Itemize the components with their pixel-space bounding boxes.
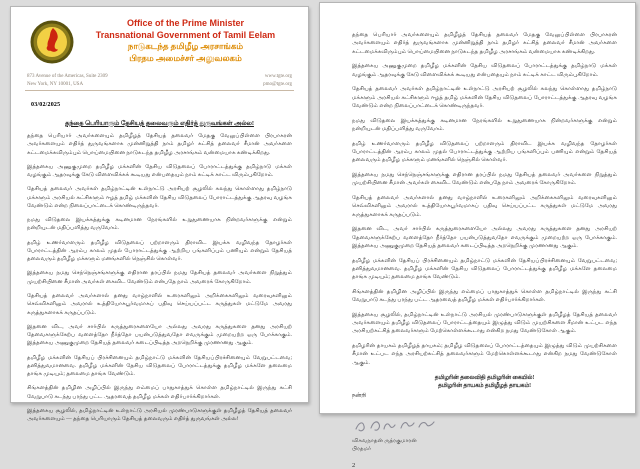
office-address — [27, 73, 108, 88]
page1-paragraphs — [25, 132, 294, 423]
letter-paragraph: தமிழீழ மக்களின் தேசியப் பிரச்சினையும் தமிழ்நாட்டு மக்களின் தேசியப்பிரச்சினையும் வேறுபட்டவை; தனித்துவமானவை. தமிழீழ மக்களின் தேசிய விடுதலைப் போராட்டத்துக்கு தமிழீழ மக்களே தலைமை தாங்க முடியும்; தலைமை தாங்க வேண்டும். — [27, 354, 292, 378]
address-line2: New York, NY 10001, USA — [27, 81, 84, 87]
letter-paragraph: தேசியத் தலைவர் அவர்கள் தமிழ்நாட்டின் உள்நாட்டு அரசியற் சூழலில் கலந்து கொள்ளாது தமிழ்நாடு மக்களும் அரசியல் கட்சிகளும் ஈழத் தமிழ் மக்களின் தேசிய விடுதலைப் போராட்டத்துக்கு ஆதரவு வழங்க வேண்டும் என்ற நிலைப்பாட்டைக் கொண்டிருந்தவர். — [27, 186, 292, 209]
letter-page-2 — [319, 2, 636, 469]
letter-paragraph: தேசியத் தலைவர் அவர்கள் தமிழ்நாட்டின் உள்நாட்டு அரசியற் சூழலில் கலந்து கொள்ளாது தமிழ்நாடு மக்களும் அரசியல் கட்சிகளும் ஈழத் தமிழ் மக்களின் தேசிய விடுதலைப் போராட்டத்துக்கு ஆதரவு வழங்க வேண்டும் என்ற நிலைப்பாட்டைக் கொண்டிருந்தவர். — [352, 86, 617, 109]
letter-paragraph: இத்தகைய அணுகுமுறை தமிழீழ மக்களின் தேசிய விடுதலைப் போராட்டத்துக்கு தமிழ்நாடு மக்கள் வழங்கும் ஆதரவுக்கு கேடு விளைவிக்கக் கூடியது என்பதையும் நாம் சுட்டிக் காட்ட விரும்புகிறோம். — [352, 63, 617, 78]
letter-paragraph: தேசியத் தலைவர் அவர்களால் தனது வாழ்நாளில் உரைகளிலும் அறிக்கைகளிலும் வரைவுகளிலும் செவ்விகளிலும் அவரால் உத்தியோகபூர்வமாகப் பதிவு செய்யப்பட்ட கருத்துகள் மட்டுமே அவரது கருத்துகளாகக் கருதப்படும். — [27, 292, 292, 316]
letter-paragraph: சிங்களத்தின் தமிழின அழிப்பில் இருந்து எம்மைப் பாதுகாத்துக் கொள்ள தமிழ்நாட்டில் இருந்து கட்சி வேறுபாடு கடந்து பரந்து பட்ட ஆதரவைத் தமிழீழ மக்கள் எதிர்பார்க்கிறார்கள். — [352, 288, 617, 304]
letter-paragraph: இதனை விட, அவர் சார்பில் கருத்துரைகளையோ அல்லது அவரது கருத்துகளை தனது அரசியற் தேவைகளுக்கேற்ப வளைத்தோ நீர்த்தோ பயன்படுத்துவதோ எவருக்கும் முறையற்ற ஒரு போக்காகும். இத்தகைய அணுகுமுறை தேசியத் தலைவர் கடைப்பிடித்த அறநெறிக்கு முரணானது ஆகும். — [352, 226, 617, 249]
letter-paragraph: இத்தகைய சூழலில், தமிழ்நாட்டின் உள்நாட்டு அரசியல் முரண்பாடுகளுக்குள் தமிழீழத் தேசியத் தலைவர் அவர்களையும் — தந்தை பெரியாரும் தேசியத் தலைவரும் எதிர்த் துருவங்கள் அல்ல! — [27, 407, 292, 423]
letter-page-1 — [10, 6, 309, 423]
email-address: pmo@tgte.org — [263, 81, 292, 87]
letter-date: 03/02/2025 — [31, 102, 61, 108]
letter-paragraph: தந்தை பெரியார் அவர்களையும் தமிழீழத் தேசியத் தலைவர் மேதகு வேலுப்பிள்ளை பிரபாகரன் அவர்களையும் எதிர்த் துருவங்களாக முன்னிறுத்தி நாம் தமிழர் கட்சித் தலைவர் சீமான் அவர்களை கட்டமைக்கவிரும்பும் பொய்மையினை நாடுகடந்த தமிழீழ அரசாங்கம் வன்மையாக கண்டிக்கிறது. — [352, 32, 617, 55]
signatory-title: பிரதமர் — [352, 445, 372, 452]
closing-slogans — [350, 374, 619, 391]
letter-paragraph: நமது விடுதலை இயக்கத்துக்கு கடினமான நேரங்களில் உறுதுணையாக நின்றவர்களுக்கு என்றும் நன்றியுடன் மதிப்பளித்து வருவோம். — [27, 217, 292, 232]
letter-paragraph: தமிழரின் தாயகம் தமிழீழத் தாயகம்; தமிழீழ விடுதலைப் போராட்டத்தையும் இழுத்து விடும் முயற்சிகளை சீமான் உட்பட எந்த அரசியற்கட்சித் தலைவர்களும் மேற்கொள்ளக்கூடாது என்கிற நமது வேண்டுகோள் ஆகும். — [352, 343, 617, 366]
tgte-seal-logo — [29, 19, 75, 70]
letter-paragraph: தமிழ் உணர்வாளரும் தமிழீழ விடுதலைப் பற்றாளரும் திராவிட இயக்க வழிவந்த தோழர்கள் போராட்டத்தின் ஆரம்ப காலம் முதல் போராட்டத்துக்கு ஆற்றிய பங்களிப்பும் பணியும் என்றும் தேசியத் தலைவரும் தமிழீழ மக்களும் மனங்களில் நெஞ்சில் கொள்வர். — [27, 239, 292, 263]
letter-paragraph: தமிழ் உணர்வாளரும் தமிழீழ விடுதலைப் பற்றாளரும் திராவிட இயக்க வழிவந்த தோழர்கள் போராட்டத்தின் ஆரம்ப காலம் முதல் போராட்டத்துக்கு ஆற்றிய பங்களிப்பும் பணியும் என்றும் தேசியத் தலைவரும் தமிழீழ மக்களும் மனங்களில் நெஞ்சில் கொள்வர். — [352, 140, 617, 164]
letter-paragraph: நமது விடுதலை இயக்கத்துக்கு கடினமான நேரங்களில் உறுதுணையாக நின்றவர்களுக்கு என்றும் நன்றியுடன் மதிப்பளித்து வருவோம். — [352, 117, 617, 132]
letterhead-contact-row — [25, 73, 294, 88]
office-contact — [263, 73, 292, 88]
letter-paragraph: தந்தை பெரியார் அவர்களையும் தமிழீழத் தேசியத் தலைவர் மேதகு வேலுப்பிள்ளை பிரபாகரன் அவர்களையும் எதிர்த் துருவங்களாக முன்னிறுத்தி நாம் தமிழர் கட்சித் தலைவர் சீமான் அவர்களை கட்டமைக்கவிரும்பும் பொய்மையினை நாடுகடந்த தமிழீழ அரசாங்கம் வன்மையாக கண்டிக்கிறது. — [27, 133, 292, 156]
closing-thanks: நன்றி — [352, 392, 367, 399]
letter-paragraph: தமிழீழ மக்களின் தேசியப் பிரச்சினையும் தமிழ்நாட்டு மக்களின் தேசியப்பிரச்சினையும் வேறுபட்டவை; தனித்துவமானவை. தமிழீழ மக்களின் தேசிய விடுதலைப் போராட்டத்துக்கு தமிழீழ மக்களே தலைமை தாங்க முடியும்; தலைமை தாங்க வேண்டும். — [352, 257, 617, 281]
org-name-english-line2: Transnational Government of Tamil Eelam — [95, 29, 276, 40]
letter-paragraph: இத்தகைய நமது செந்நெஞ்சங்களுக்கு எதிரான தரப்பில் நமது தேசியத் தலைவர் அவர்களை நிறுத்தும் முயற்சியினை சீமான் அவர்கள் கைவிட வேண்டும் என்பதே நாம் அவரைக் கோருகிறோம். — [27, 270, 292, 285]
letter-paragraph: இத்தகைய நமது செந்நெஞ்சங்களுக்கு எதிரான தரப்பில் நமது தேசியத் தலைவர் அவர்களை நிறுத்தும் முயற்சியினை சீமான் அவர்கள் கைவிட வேண்டும் என்பதே நாம் அவரைக் கோருகிறோம். — [352, 171, 617, 187]
signature-block — [352, 414, 619, 454]
letter-paragraph: தேசியத் தலைவர் அவர்களால் தனது வாழ்நாளில் உரைகளிலும் அறிக்கைகளிலும் வரைவுகளிலும் செவ்விகளிலும் அவரால் உத்தியோகபூர்வமாகப் பதிவு செய்யப்பட்ட கருத்துகள் மட்டுமே அவரது கருத்துகளாகக் கருதப்படும். — [352, 194, 617, 218]
handwritten-signature-image — [352, 414, 442, 436]
letter-heading: தந்தை பெரியாரும் தேசியத் தலைவரும் எதிர்த் துருவங்கள் அல்ல! — [65, 120, 254, 127]
slogan-line2: தமிழரின் தாயகம் தமிழீழத் தாயகம்! — [437, 383, 532, 390]
tiger-seal-icon — [29, 19, 75, 65]
org-name-english-line1: Office of the Prime Minister — [126, 18, 245, 28]
letterhead-divider — [25, 90, 294, 91]
website-url: www.tgte.org — [264, 74, 292, 79]
page2-paragraphs — [350, 31, 619, 367]
org-name-tamil-line1: நாடுகடந்த தமிழீழ அரசாங்கம் — [127, 41, 244, 52]
letter-paragraph: இதனை விட, அவர் சார்பில் கருத்துரைகளையோ அல்லது அவரது கருத்துகளை தனது அரசியற் தேவைகளுக்கேற்ப வளைத்தோ நீர்த்தோ பயன்படுத்துவதோ எவருக்கும் முறையற்ற ஒரு போக்காகும். இத்தகைய அணுகுமுறை தேசியத் தலைவர் கடைப்பிடித்த அறநெறிக்கு முரணானது ஆகும். — [27, 323, 292, 347]
slogan-line1: தமிழரின் தலைவிதி தமிழரின் கையில்! — [434, 374, 535, 381]
address-line1: 873 Avenue of the Americas, Suite 2309 — [27, 74, 108, 79]
letter-paragraph: சிங்களத்தின் தமிழின அழிப்பில் இருந்து எம்மைப் பாதுகாத்துக் கொள்ள தமிழ்நாட்டில் இருந்து கட்சி வேறுபாடு கடந்து பரந்து பட்ட ஆதரவைத் தமிழீழ மக்கள் எதிர்பார்க்கிறார்கள். — [27, 385, 292, 400]
page-number: 2 — [352, 461, 356, 469]
org-name-tamil-line2: பிரதம அமைச்சர் அலுவலகம் — [129, 52, 242, 63]
letter-paragraph: இத்தகைய சூழலில், தமிழ்நாட்டின் உள்நாட்டு அரசியல் முரண்பாடுகளுக்குள் தமிழீழத் தேசியத் தலைவர் அவர்களையும் தமிழீழ விடுதலைப் போராட்டத்தையும் இழுத்து விடும் முயற்சிகளை சீமான் உட்பட எந்த அரசியற்கட்சித் தலைவர்களும் மேற்கொள்ளக்கூடாது என்கிற நமது வேண்டுகோள் ஆகும். — [352, 311, 617, 335]
letterhead-titles — [77, 15, 294, 64]
letterhead — [25, 15, 294, 70]
letter-paragraph: இத்தகைய அணுகுமுறை தமிழீழ மக்களின் தேசிய விடுதலைப் போராட்டத்துக்கு தமிழ்நாடு மக்கள் வழங்கும் ஆதரவுக்கு கேடு விளைவிக்கக் கூடியது என்பதையும் நாம் சுட்டிக் காட்ட விரும்புகிறோம். — [27, 163, 292, 179]
signatory-name: விசுவநாதன் ருத்ரகுமாரன் — [352, 437, 417, 444]
